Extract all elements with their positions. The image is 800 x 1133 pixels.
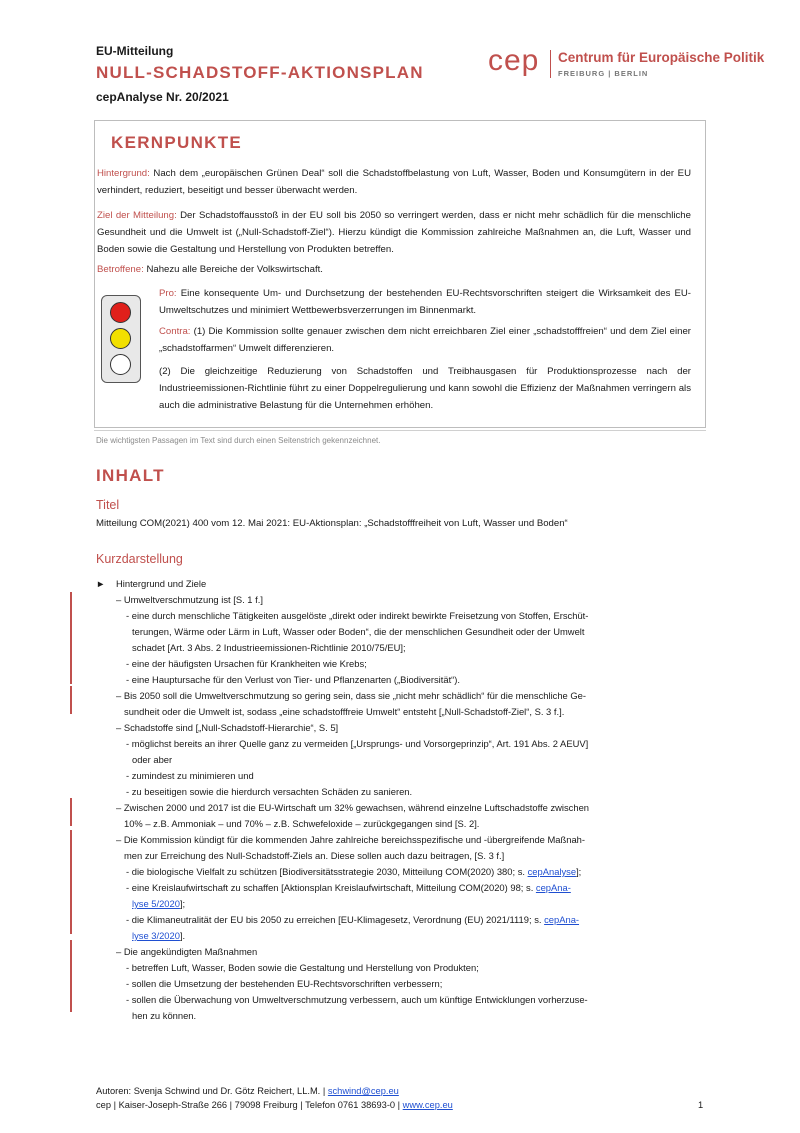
list-item — [126, 881, 571, 894]
kp-pro — [159, 285, 691, 319]
kernpunkte-title: KERNPUNKTE — [111, 133, 243, 152]
footer-address — [96, 1100, 453, 1110]
kp-hintergrund — [97, 165, 691, 199]
titel-heading: Titel — [96, 498, 120, 512]
list-item: – Zwischen 2000 und 2017 ist die EU-Wirtschaft um 32% gewachsen, während einzelne Luftschadstoffe zwischen — [116, 802, 590, 813]
cep-logo — [488, 44, 765, 84]
cepanalyse-link[interactable]: cepAna- — [544, 914, 580, 925]
analysis-number: cepAnalyse Nr. 20/2021 — [96, 90, 229, 104]
list-item: - sollen die Umsetzung der bestehenden EU-Rechtsvorschriften verbessern; — [126, 978, 443, 989]
list-item: – Umweltverschmutzung ist [S. 1 f.] — [116, 594, 263, 605]
list-item: - eine der häufigsten Ursachen für Krankheiten wie Krebs; — [126, 658, 367, 669]
email-link[interactable]: schwind@cep.eu — [327, 1086, 399, 1096]
doc-title: NULL-SCHADSTOFF-AKTIONSPLAN — [96, 63, 424, 82]
list-item: sundheit oder die Umwelt ist, sodass „eine schadstofffreie Umwelt“ entsteht [„Null-Schadstoff-Ziel“, S. 3 f.]. — [124, 706, 565, 717]
list-item: – Bis 2050 soll die Umweltverschmutzung so gering sein, dass sie „nicht mehr schädlich“ für die menschliche Ge- — [116, 690, 586, 701]
kp-ziel — [97, 207, 691, 258]
list-item-text: ]; — [179, 898, 186, 909]
list-item: – Schadstoffe sind [„Null-Schadstoff-Hierarchie“, S. 5] — [116, 722, 339, 733]
kp-betroffene-label: Betroffene: — [97, 264, 144, 275]
margin-marker — [70, 940, 72, 1012]
list-item: terungen, Wärme oder Lärm in Luft, Wasser oder Boden“, die der menschlichen Gesundheit oder der Umwelt — [132, 626, 585, 637]
list-item: - eine durch menschliche Tätigkeiten ausgelöste „direkt oder indirekt bewirkte Freisetzung von Stoffen, Erschüt- — [126, 610, 589, 621]
kp-betroffene-text: Nahezu alle Bereiche der Volkswirtschaft. — [146, 264, 323, 275]
list-item: - zumindest zu minimieren und — [126, 770, 254, 781]
margin-marker — [70, 798, 72, 826]
cepanalyse-link[interactable]: cepAnalyse — [527, 866, 577, 877]
list-item: - sollen die Überwachung von Umweltverschmutzung verbessern, auch um künftige Entwicklungen vorherzuse- — [126, 994, 588, 1005]
titel-text: Mitteilung COM(2021) 400 vom 12. Mai 2021: EU-Aktionsplan: „Schadstofffreiheit von Luft, Wasser und Boden“ — [96, 518, 568, 529]
kp-contra — [159, 323, 691, 357]
kp-ziel-text: Der Schadstoffausstoß in der EU soll bis 2050 so verringert werden, dass er nicht mehr schädlich für die menschliche Gesundheit und die Umwelt ist („Null-Schadstoff-Ziel“). Hierzu kündigt die Kommission zahlreiche Maßnahmen an, die Luft, Wasser und Boden sowie die Gestaltung und Herstellung von Produkten betreffen. — [97, 210, 691, 255]
list-item: – Die Kommission kündigt für die kommenden Jahre zahlreiche bereichsspezifische und -übergreifende Maßnah- — [116, 834, 585, 845]
kp-pro-text: Eine konsequente Um- und Durchsetzung der bestehenden EU-Rechtsvorschriften steigert die Wirksamkeit des EU-Umweltschutzes und minimiert Wettbewerbsverzerrungen im Binnenmarkt. — [159, 288, 691, 316]
list-item: - möglichst bereits an ihrer Quelle ganz zu vermeiden [„Ursprungs- und Vorsorgeprinzip“, Art. 191 Abs. 2 AEUV] — [126, 738, 589, 749]
kp-betroffene — [97, 261, 691, 278]
inhalt-title: INHALT — [96, 466, 165, 485]
logo-mark: cep — [488, 44, 540, 77]
logo-sub: FREIBURG | BERLIN — [558, 69, 649, 78]
kp-contra-label: Contra: — [159, 326, 191, 337]
cepanalyse-link[interactable]: lyse 5/2020 — [132, 898, 180, 909]
kp-pro-label: Pro: — [159, 288, 177, 299]
list-item: oder aber — [132, 754, 173, 765]
logo-divider — [550, 50, 551, 78]
bullet-arrow-icon: ► — [96, 578, 106, 589]
footer-authors-text: Autoren: Svenja Schwind und Dr. Götz Reichert, LL.M. | — [96, 1086, 326, 1096]
list-item: - betreffen Luft, Wasser, Boden sowie die Gestaltung und Herstellung von Produkten; — [126, 962, 479, 973]
list-item: – Die angekündigten Maßnahmen — [116, 946, 258, 957]
list-item-text: ]; — [576, 866, 582, 877]
list-item: schadet [Art. 3 Abs. 2 Industrieemissionen-Richtlinie 2010/75/EU]; — [132, 642, 406, 653]
list-item — [126, 913, 579, 926]
website-link[interactable]: www.cep.eu — [402, 1100, 453, 1110]
cepanalyse-link[interactable]: lyse 3/2020 — [132, 930, 180, 941]
logo-name: Centrum für Europäische Politik — [558, 50, 765, 65]
kp-hintergrund-label: Hintergrund: — [97, 168, 150, 179]
list-item: men zur Erreichung des Null-Schadstoff-Ziels an. Diese sollen auch dazu beitragen, [S. 3 f.] — [124, 850, 505, 861]
kp-contra-2: (2) Die gleichzeitige Reduzierung von Schadstoffen und Treibhausgasen für Produktionsprozesse nach der Industrieemissionen-Richtlinie führt zu einer Doppelregulierung und kann sowohl die Effizienz der Maßnahmen verringern als auch die administrative Belastung für die Unternehmen erhöhen. — [159, 366, 691, 411]
cepanalyse-link[interactable]: cepAna- — [535, 882, 571, 893]
traffic-light-white — [110, 354, 131, 375]
kurzdarstellung-heading: Kurzdarstellung — [96, 552, 183, 566]
list-item-text: - die Klimaneutralität der EU bis 2050 zu erreichen [EU-Klimagesetz, Verordnung (EU) 2021/1119; s. — [126, 914, 542, 925]
traffic-light-red — [110, 302, 131, 323]
margin-marker — [70, 830, 72, 934]
list-item: - eine Hauptursache für den Verlust von Tier- und Pflanzenarten („Biodiversität“). — [126, 674, 461, 685]
list-item: hen zu können. — [132, 1010, 197, 1021]
list-item — [132, 897, 185, 910]
traffic-light-icon — [101, 295, 141, 383]
footer-authors — [96, 1086, 399, 1096]
margin-marker — [70, 592, 72, 684]
list-item: 10% – z.B. Ammoniak – und 70% – z.B. Schwefeloxide – zurückgegangen sind [S. 2]. — [124, 818, 480, 829]
margin-marker — [70, 686, 72, 714]
list-item-text: - die biologische Vielfalt zu schützen [Biodiversitätsstrategie 2030, Mitteilung COM(2020) 380; s. — [126, 866, 525, 877]
traffic-light-yellow — [110, 328, 131, 349]
page-number: 1 — [698, 1100, 704, 1110]
list-item: - zu beseitigen sowie die hierdurch versachten Schäden zu sanieren. — [126, 786, 413, 797]
list-item-text: ]. — [179, 930, 186, 941]
kp-hintergrund-text: Nach dem „europäischen Grünen Deal“ soll die Schadstoffbelastung von Luft, Wasser, Boden und Konsumgütern in der EU verhindert, reduziert, beseitigt und besser überwacht werden. — [97, 168, 691, 196]
list-item — [126, 865, 581, 878]
list-item — [132, 929, 185, 942]
kp-contra-text: (1) Die Kommission sollte genauer zwischen dem nicht erreichbaren Ziel einer „schadstofffreien“ und dem Ziel einer „schadstoffarmen“ Umwelt differenzieren. — [159, 326, 691, 354]
marker-note: Die wichtigsten Passagen im Text sind durch einen Seitenstrich gekennzeichnet. — [96, 436, 381, 445]
divider — [94, 430, 706, 431]
kp-ziel-label: Ziel der Mitteilung: — [97, 210, 177, 221]
footer-address-text: cep | Kaiser-Joseph-Straße 266 | 79098 Freiburg | Telefon 0761 38693-0 | — [96, 1100, 401, 1110]
doc-type: EU-Mitteilung — [96, 44, 174, 58]
kernpunkte-box — [94, 120, 706, 428]
list-item: Hintergrund und Ziele — [116, 578, 207, 589]
list-item-text: - eine Kreislaufwirtschaft zu schaffen [Aktionsplan Kreislaufwirtschaft, Mitteilung COM(2020) 98; s. — [126, 882, 534, 893]
